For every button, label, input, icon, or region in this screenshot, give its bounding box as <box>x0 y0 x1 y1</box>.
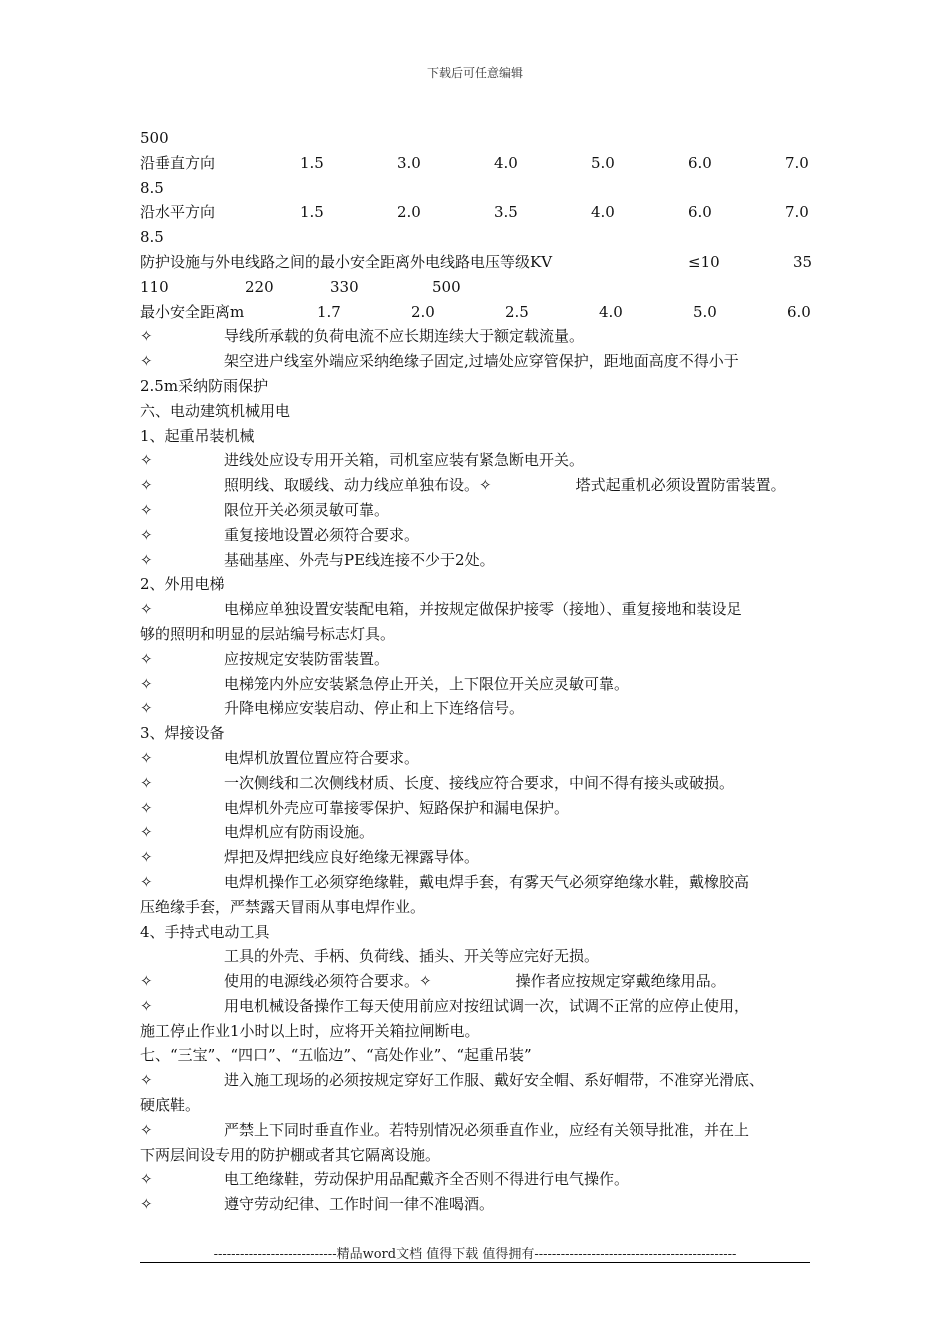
paragraph-text: 进入施工现场的必须按规定穿好工作服、戴好安全帽、系好帽带，不准穿光滑底、 <box>224 1071 765 1090</box>
table-cell: 7.0 <box>785 153 809 172</box>
bullet: ✧ <box>140 476 153 495</box>
paragraph <box>140 548 820 573</box>
table-cell: 6.0 <box>787 302 811 321</box>
paragraph-text: 一次侧线和二次侧线材质、长度、接线应符合要求，中间不得有接头或破损。 <box>224 773 735 792</box>
paragraph <box>140 820 820 845</box>
paragraph-text: 基础基座、外壳与PE线连接不少于2处。 <box>224 550 495 569</box>
table-cell: 110 <box>140 277 169 296</box>
bullet: ✧ <box>140 872 153 891</box>
table-cell: 1.5 <box>300 203 324 222</box>
table-cell: 2.0 <box>411 302 435 321</box>
paragraph-text: 升降电梯应安装启动、停止和上下连络信号。 <box>224 699 525 718</box>
paragraph-text: 操作者应按规定穿戴绝缘用品。 <box>515 972 726 991</box>
bullet: ✧ <box>140 823 153 842</box>
paragraph-text: 电焊机操作工必须穿绝缘鞋，戴电焊手套，有雾天气必须穿绝缘水鞋，戴橡胶高 <box>224 872 750 891</box>
row-label: 沿水平方向 <box>140 203 216 222</box>
subsection-heading: 1、起重吊装机械 <box>140 426 255 445</box>
bullet: ✧ <box>140 1170 153 1189</box>
paragraph-text: 电焊机应有防雨设施。 <box>224 823 375 842</box>
paragraph <box>140 969 820 994</box>
protect-title: 防护设施与外电线路之间的最小安全距离外电线路电压等级KV <box>140 252 553 271</box>
protect-title-row <box>140 250 820 275</box>
paragraph-text: 电工绝缘鞋，劳动保护用品配戴齐全否则不得进行电气操作。 <box>224 1170 630 1189</box>
paragraph <box>140 870 820 895</box>
paragraph <box>140 796 820 821</box>
table-cell: 35 <box>793 252 813 271</box>
paragraph-continuation: 压绝缘手套，严禁露天冒雨从事电焊作业。 <box>140 897 426 916</box>
paragraph <box>140 771 820 796</box>
table-cell: 4.0 <box>494 153 518 172</box>
bullet: ✧ <box>140 972 153 991</box>
bullet: ✧ <box>140 1195 153 1214</box>
table-cell: 4.0 <box>599 302 623 321</box>
paragraph <box>140 672 820 697</box>
bullet: ✧ <box>140 748 153 767</box>
paragraph-text: 进线处应设专用开关箱，司机室应装有紧急断电开关。 <box>224 451 585 470</box>
bullet: ✧ <box>479 476 492 495</box>
table-cell-wrap: 8.5 <box>140 228 164 247</box>
bullet: ✧ <box>140 500 153 519</box>
section-heading: 七、“三宝”、“四口”、“五临边”、“高处作业”、“起重吊装” <box>140 1046 532 1065</box>
paragraph-text: 限位开关必须灵敏可靠。 <box>224 500 390 519</box>
table-cell: 1.5 <box>300 153 324 172</box>
page-header: 下载后可任意编辑 <box>426 66 523 80</box>
paragraph <box>140 523 820 548</box>
paragraph-text: 电梯应单独设置安装配电箱，并按规定做保护接零（接地）、重复接地和装设足 <box>224 600 742 619</box>
subsection-heading: 3、焊接设备 <box>140 724 225 743</box>
bullet: ✧ <box>140 848 153 867</box>
table-cell: 3.5 <box>494 203 518 222</box>
paragraph-continuation: 施工停止作业1小时以上时，应将开关箱拉闸断电。 <box>140 1021 480 1040</box>
table-cell-500: 500 <box>140 129 169 147</box>
paragraph <box>140 746 820 771</box>
paragraph <box>140 324 820 349</box>
bullet: ✧ <box>140 352 153 371</box>
paragraph-text: 遵守劳动纪律、工作时间一律不准喝酒。 <box>224 1195 495 1214</box>
paragraph-text: 严禁上下同时垂直作业。若特别情况必须垂直作业，应经有关领导批准，并在上 <box>224 1120 750 1139</box>
bullet: ✧ <box>140 550 153 569</box>
paragraph-text: 使用的电源线必须符合要求。 <box>224 972 420 991</box>
table-cell: 1.7 <box>317 302 341 321</box>
paragraph <box>140 1167 820 1192</box>
paragraph <box>140 1192 820 1217</box>
paragraph <box>140 1068 820 1093</box>
table-cell: 6.0 <box>688 153 712 172</box>
paragraph <box>140 448 820 473</box>
row-label: 最小安全距离m <box>140 302 245 321</box>
bullet: ✧ <box>140 699 153 718</box>
paragraph-continuation: 硬底鞋。 <box>140 1096 201 1115</box>
paragraph-text: 焊把及焊把线应良好绝缘无裸露导体。 <box>224 848 480 867</box>
paragraph-text: 照明线、取暖线、动力线应单独布设。 <box>224 476 480 495</box>
paragraph-text: 架空进户线室外端应采纳绝缘子固定,过墙处应穿管保护，距地面高度不得小于 <box>224 352 739 371</box>
row-label: 沿垂直方向 <box>140 153 216 172</box>
paragraph <box>140 994 820 1019</box>
table-cell: 220 <box>245 277 274 296</box>
section-heading: 六、电动建筑机械用电 <box>140 401 291 420</box>
paragraph-text: 电焊机外壳应可靠接零保护、短路保护和漏电保护。 <box>224 798 570 817</box>
table-cell: ≤10 <box>688 252 720 271</box>
paragraph <box>140 473 820 498</box>
paragraph-text: 工具的外壳、手柄、负荷线、插头、开关等应完好无损。 <box>224 947 600 966</box>
footer-rule <box>140 1262 810 1263</box>
table-row-vertical <box>140 151 820 176</box>
paragraph <box>140 498 820 523</box>
paragraph <box>140 944 820 969</box>
paragraph-text: 塔式起重机必须设置防雷装置。 <box>575 476 786 495</box>
bullet: ✧ <box>140 798 153 817</box>
paragraph-text: 重复接地设置必须符合要求。 <box>224 525 420 544</box>
bullet: ✧ <box>140 674 153 693</box>
bullet: ✧ <box>140 600 153 619</box>
table-row-horizontal <box>140 200 820 225</box>
bullet: ✧ <box>140 1071 153 1090</box>
paragraph-text: 导线所承载的负荷电流不应长期连续大于额定载流量。 <box>224 327 585 346</box>
paragraph-continuation: 够的照明和明显的层站编号标志灯具。 <box>140 624 396 643</box>
bullet: ✧ <box>140 525 153 544</box>
table-cell: 2.0 <box>397 203 421 222</box>
table-cell: 5.0 <box>591 153 615 172</box>
bullet: ✧ <box>140 451 153 470</box>
paragraph <box>140 696 820 721</box>
table-cell-wrap: 8.5 <box>140 178 164 197</box>
paragraph <box>140 845 820 870</box>
subsection-heading: 2、外用电梯 <box>140 575 225 594</box>
bullet: ✧ <box>140 773 153 792</box>
paragraph-text: 电梯笼内外应安装紧急停止开关，上下限位开关应灵敏可靠。 <box>224 674 630 693</box>
paragraph-text: 应按规定安装防雷装置。 <box>224 649 390 668</box>
min-distance-row <box>140 300 820 325</box>
protect-voltage-row <box>140 275 820 300</box>
subsection-heading: 4、手持式电动工具 <box>140 922 270 941</box>
bullet: ✧ <box>140 649 153 668</box>
bullet: ✧ <box>140 327 153 346</box>
table-cell: 330 <box>330 277 359 296</box>
table-cell: 7.0 <box>785 203 809 222</box>
bullet: ✧ <box>140 1120 153 1139</box>
paragraph-continuation: 下两层间设专用的防护棚或者其它隔离设施。 <box>140 1145 441 1164</box>
bullet: ✧ <box>419 972 432 991</box>
document-body <box>140 126 820 1217</box>
paragraph <box>140 647 820 672</box>
page-footer: ----------------------------精品word文档 值得下载 值得拥有---------------------------------------------- <box>213 1247 737 1262</box>
paragraph <box>140 597 820 622</box>
table-cell: 5.0 <box>693 302 717 321</box>
table-cell: 4.0 <box>591 203 615 222</box>
paragraph <box>140 1118 820 1143</box>
paragraph-text: 用电机械设备操作工每天使用前应对按纽试调一次，试调不正常的应停止使用， <box>224 996 750 1015</box>
table-cell: 2.5 <box>505 302 529 321</box>
paragraph <box>140 349 820 374</box>
paragraph-text: 电焊机放置位置应符合要求。 <box>224 748 420 767</box>
paragraph-continuation: 2.5m采纳防雨保护 <box>140 376 269 395</box>
table-cell: 3.0 <box>397 153 421 172</box>
table-cell: 6.0 <box>688 203 712 222</box>
table-cell: 500 <box>432 277 461 296</box>
bullet: ✧ <box>140 996 153 1015</box>
